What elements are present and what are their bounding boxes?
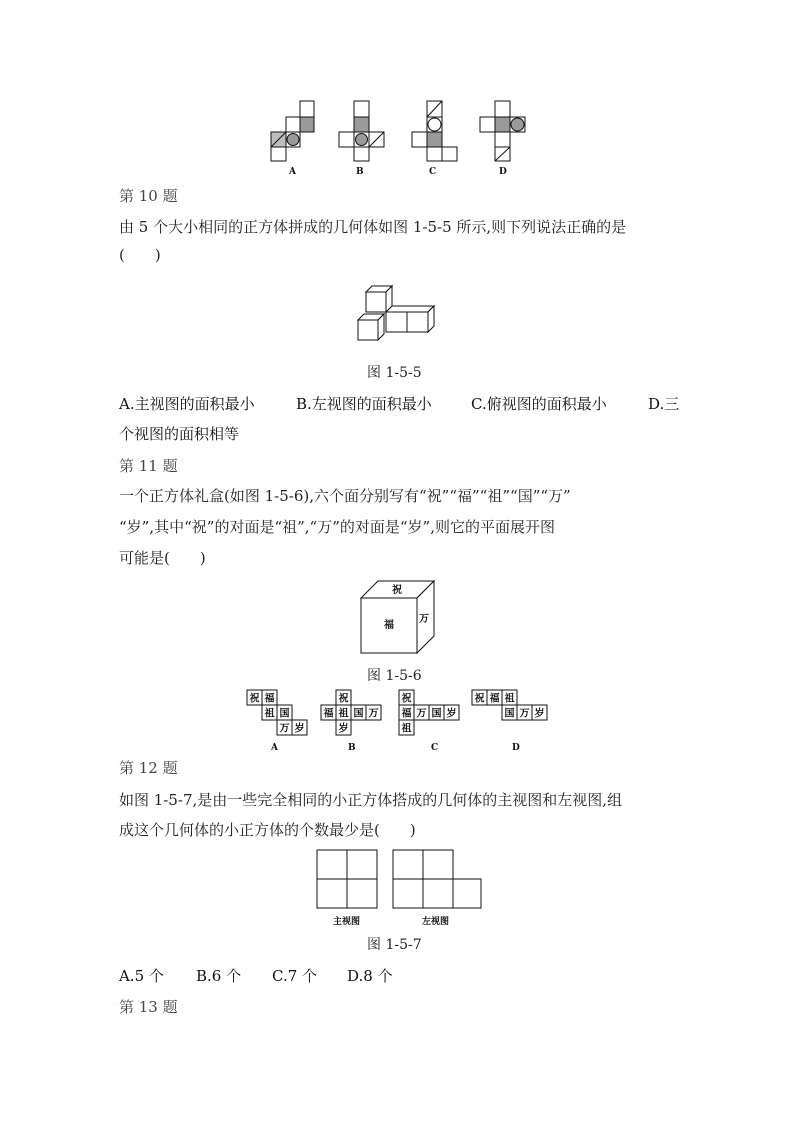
q11-stem-line1b: 一个正方体礼盒(如图 1-5-6),六个面分别写有“祝”“福”“祖”“国”“万” [119, 487, 571, 505]
q11-net-cell-text: 万 [519, 708, 530, 720]
figure-1-5-5 [354, 284, 438, 344]
q11-stem-line2b: “岁”,其中“祝”的对面是“祖”,“万”的对面是“岁”,则它的平面展开图 [119, 518, 555, 536]
cube-face-top: 祝 [392, 585, 402, 596]
q11-net-cell-text: 祝 [249, 693, 260, 705]
front-view-label: 主视图 [333, 917, 361, 927]
figure-1-5-7-caption: 图 1-5-7 [367, 937, 422, 953]
figure-1-5-5-caption: 图 1-5-5 [367, 365, 422, 381]
q12-option-c: C.7 个 [272, 967, 318, 985]
q11-header: 第 11 题 [119, 457, 178, 475]
figure-1-5-6-caption: 图 1-5-6 [367, 668, 422, 684]
q11-option-d-part1: D.三 [648, 395, 680, 413]
q11-option-a: A.主视图的面积最小 [119, 395, 255, 413]
q11-nets-figure [244, 688, 554, 754]
cube-face-right: 万 [419, 614, 429, 625]
q11-net-cell-text: 祖 [504, 693, 515, 705]
q11-net-label-c: C [431, 743, 439, 753]
q11-net-cell-text: 福 [489, 693, 500, 705]
q11-net-cell-text: 国 [431, 708, 442, 720]
q11-net-cell-text: 福 [323, 708, 334, 720]
q11-net-cell-text: 万 [416, 708, 427, 720]
net-c [412, 101, 457, 161]
q12-option-a: A.5 个 [119, 967, 164, 985]
q12-option-b: B.6 个 [196, 967, 242, 985]
q11-net-cell-text: 岁 [534, 708, 545, 720]
q12-stem-line1: 如图 1-5-7,是由一些完全相同的小正方体搭成的几何体的主视图和左视图,组 [119, 791, 623, 809]
q12-header: 第 12 题 [119, 759, 178, 777]
q11-net-cell-text: 国 [279, 708, 290, 720]
q13-header: 第 13 题 [119, 998, 178, 1016]
figure-1-5-7-views [314, 848, 484, 930]
net-a [271, 101, 314, 161]
q11-net-cell-text: 国 [353, 708, 364, 720]
q11-net-cell-text: 国 [504, 708, 515, 720]
q11-net-cell-text: 万 [279, 723, 290, 735]
q11-net-cell-text: 万 [368, 708, 379, 720]
q11-net-cell-text: 福 [401, 708, 412, 720]
q11-stem-line2: ( ) [119, 246, 161, 264]
q11-option-b: B.左视图的面积最小 [296, 395, 432, 413]
q11-net-cell-text: 祖 [338, 708, 349, 720]
q11-net-cell-text: 祝 [401, 693, 412, 705]
q11-net-cell-text: 岁 [446, 708, 457, 720]
q11-stem-line1: 由 5 个大小相同的正方体拼成的几何体如图 1-5-5 所示,则下列说法正确的是 [119, 218, 627, 236]
q11-net-cell-text: 福 [264, 693, 275, 705]
q11-net-label-d: D [512, 743, 520, 753]
net-d [480, 101, 525, 161]
q10-header: 第 10 题 [119, 187, 178, 205]
q11-net-label-a: A [271, 743, 278, 753]
net-label-d: D [499, 167, 507, 177]
q11-net-cell-text: 祝 [338, 693, 349, 705]
q11-net-label-b: B [348, 743, 356, 753]
left-view-label: 左视图 [422, 917, 450, 927]
net-b [339, 101, 384, 161]
q11-stem-line3b: 可能是( ) [119, 549, 206, 567]
figure-1-5-6-cube [358, 578, 438, 656]
q11-net-cell-text: 岁 [338, 723, 349, 735]
q12-stem-line2: 成这个几何体的小正方体的个数最少是( ) [119, 821, 416, 839]
net-label-a: A [289, 167, 296, 177]
net-label-c: C [429, 167, 437, 177]
q11-net-cell-text: 祖 [264, 708, 275, 720]
q11-net-cell-text: 祖 [401, 723, 412, 735]
q11-option-c: C.俯视图的面积最小 [471, 395, 607, 413]
q11-net-cell-text: 岁 [294, 723, 305, 735]
net-label-b: B [356, 167, 364, 177]
q10-nets-figure [262, 98, 538, 178]
cube-face-front: 福 [384, 620, 394, 631]
q12-option-d: D.8 个 [347, 967, 393, 985]
q11-option-d-part2: 个视图的面积相等 [119, 425, 240, 443]
q11-net-cell-text: 祝 [474, 693, 485, 705]
